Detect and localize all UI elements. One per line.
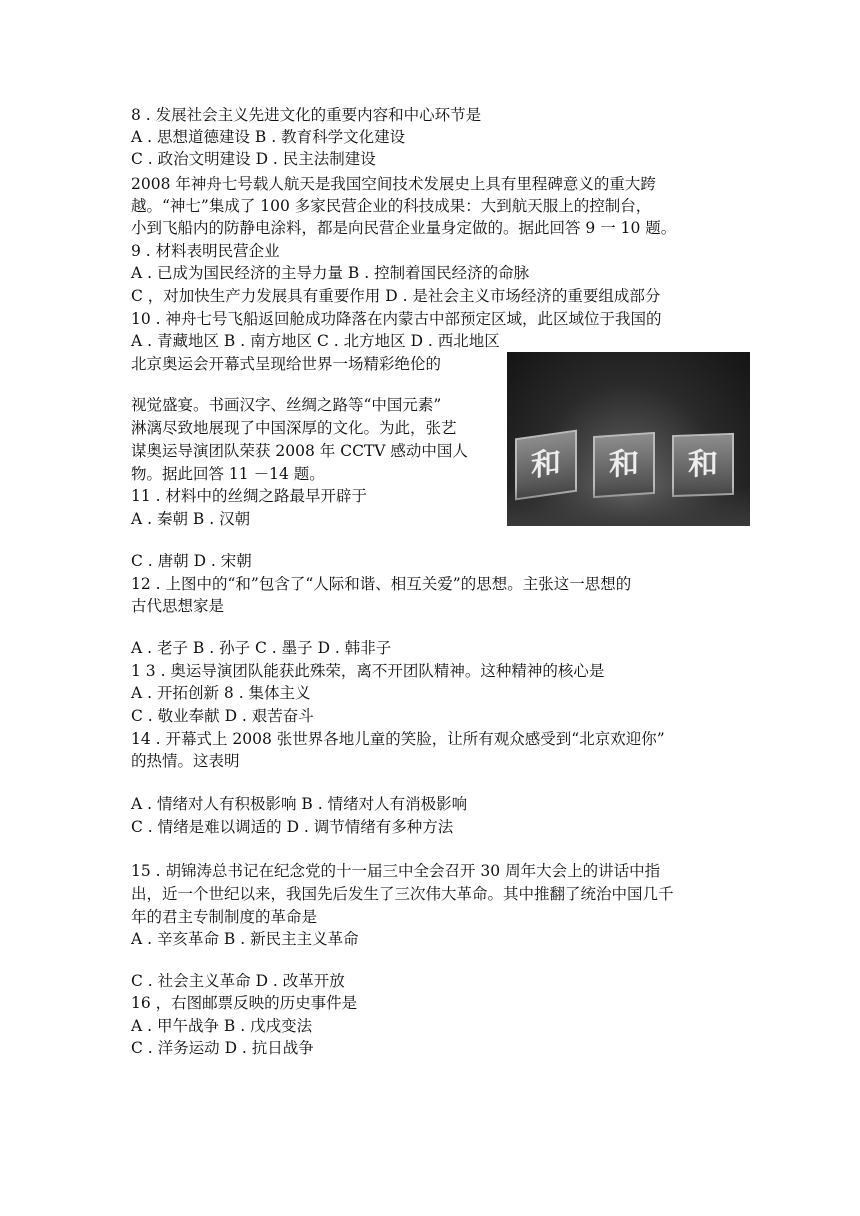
material-2-line-3: 淋漓尽致地展现了中国深厚的文化。为此，张艺 (131, 419, 457, 437)
question-10-options: A . 青藏地区 B . 南方地区 C . 北方地区 D . 西北地区 (131, 332, 500, 350)
question-12-line-1: 12 . 上图中的“和”包含了“人际和谐、相互关爱”的思想。主张这一思想的 (131, 575, 632, 593)
question-14-options-cd: C . 情绪是难以调适的 D . 调节情绪有多种方法 (131, 818, 454, 836)
he-character-block: 和 (593, 432, 655, 498)
question-15-line-1: 15 . 胡锦涛总书记在纪念党的十一届三中全会召开 30 周年大会上的讲话中指 (131, 862, 661, 880)
photo-floor-shade (507, 486, 750, 526)
question-8-options-ab: A . 思想道德建设 B . 教育科学文化建设 (131, 128, 406, 146)
question-13-options-cd: C . 敬业奉献 D . 艰苦奋斗 (131, 707, 314, 725)
material-2-line-1: 北京奥运会开幕式呈现给世界一场精彩绝伦的 (131, 355, 442, 373)
question-9-options-ab: A . 已成为国民经济的主导力量 B . 控制着国民经济的命脉 (131, 264, 530, 282)
material-2-line-4: 谋奥运导演团队荣获 2008 年 CCTV 感动中国人 (131, 442, 468, 460)
question-15-line-2: 出，近一个世纪以来，我国先后发生了三次伟大革命。其中推翻了统治中国几千 (131, 885, 674, 903)
material-1-line-1: 2008 年神舟七号载人航天是我国空间技术发展史上具有里程碑意义的重大跨 (131, 175, 656, 193)
question-9-options-cd: C ，对加快生产力发展具有重要作用 D . 是社会主义市场经济的重要组成部分 (131, 287, 661, 305)
question-13: 1 3 . 奥运导演团队能获此殊荣，离不开团队精神。这种精神的核心是 (131, 662, 605, 680)
material-2-line-5: 物。据此回答 11 －14 题。 (131, 465, 325, 483)
question-8-options-cd: C . 政治文明建设 D . 民主法制建设 (131, 150, 376, 168)
question-16: 16 ，右图邮票反映的历史事件是 (131, 994, 358, 1012)
question-16-options-cd: C . 洋务运动 D . 抗日战争 (131, 1039, 314, 1057)
question-10: 10 . 神舟七号飞船返回舱成功降落在内蒙古中部预定区域，此区域位于我国的 (131, 310, 662, 328)
question-15-options-ab: A . 辛亥革命 B . 新民主主义革命 (131, 930, 359, 948)
material-1-line-2: 越。“神七”集成了 100 多家民营企业的科技成果：大到航天服上的控制台， (131, 197, 652, 215)
question-12-line-2: 古代思想家是 (131, 597, 225, 615)
opening-ceremony-photo (507, 352, 750, 526)
material-2-line-2: 视觉盛宴。书画汉字、丝绸之路等“中国元素” (131, 396, 442, 414)
question-11-options-cd: C . 唐朝 D . 宋朝 (131, 552, 252, 570)
question-15-line-3: 年的君主专制制度的革命是 (131, 908, 318, 926)
question-11-options-ab: A . 秦朝 B . 汉朝 (131, 510, 251, 528)
question-11: 11 . 材料中的丝绸之路最早开辟于 (131, 487, 368, 505)
question-16-options-ab: A . 甲午战争 B . 戊戌变法 (131, 1017, 313, 1035)
he-character-block: 和 (672, 433, 734, 497)
he-character-block: 和 (515, 430, 577, 501)
question-13-options-ab: A . 开拓创新 8 . 集体主义 (131, 684, 311, 702)
question-12-options: A . 老子 B . 孙子 C . 墨子 D . 韩非子 (131, 639, 392, 657)
question-14-line-2: 的热情。这表明 (131, 752, 240, 770)
question-8: 8 . 发展社会主义先进文化的重要内容和中心环节是 (131, 106, 482, 124)
question-14-options-ab: A . 情绪对人有积极影响 B . 情绪对人有消极影响 (131, 795, 468, 813)
question-14-line-1: 14 . 开幕式上 2008 张世界各地儿童的笑脸，让所有观众感受到“北京欢迎你” (131, 730, 665, 748)
question-9: 9 . 材料表明民营企业 (131, 242, 280, 260)
material-1-line-3: 小到飞船内的防静电涂料，都是向民营企业量身定做的。据此回答 9 一 10 题。 (131, 219, 677, 237)
question-15-options-cd: C . 社会主义革命 D . 改革开放 (131, 972, 345, 990)
